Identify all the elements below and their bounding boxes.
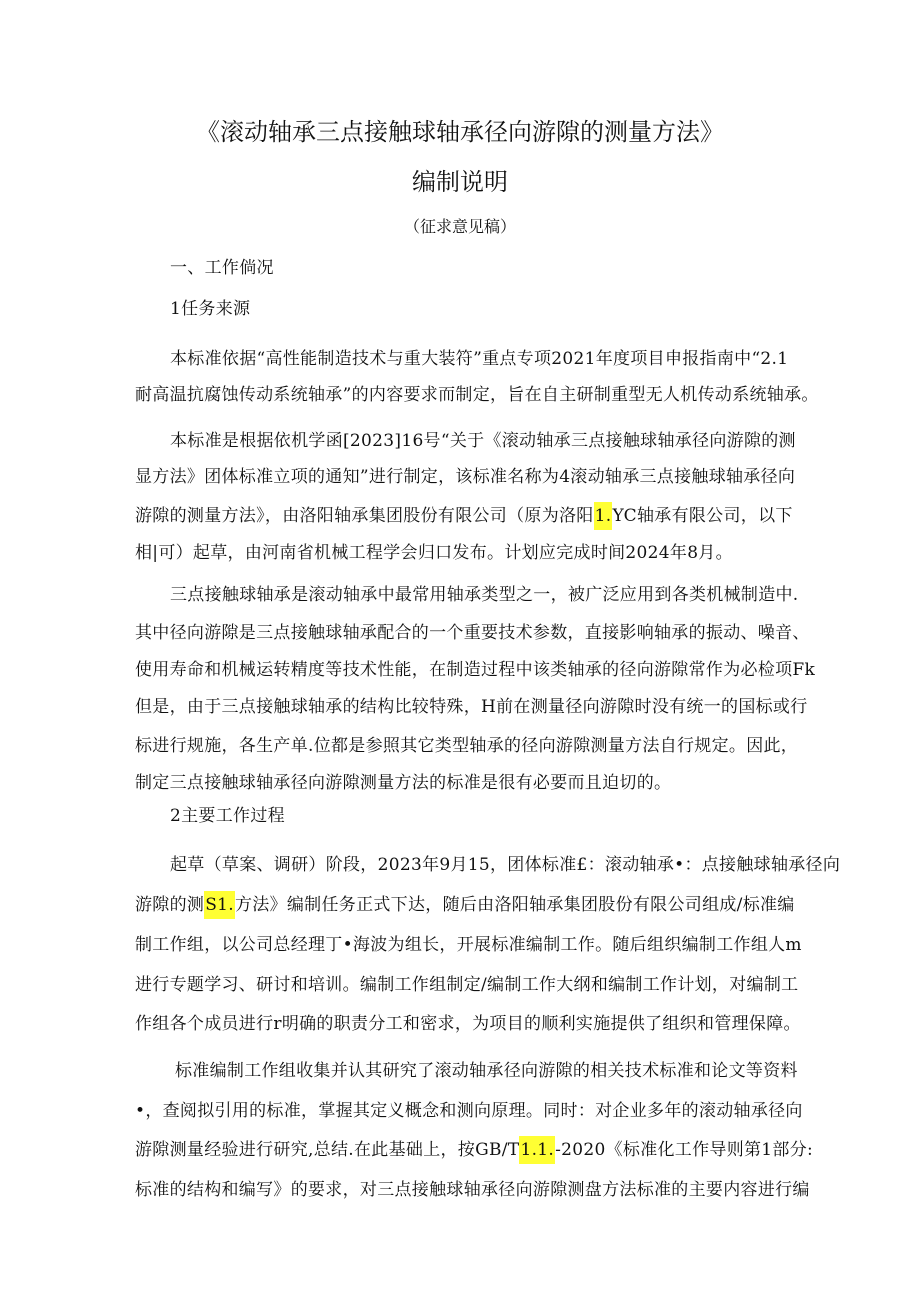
document-subtitle: 编制说明 [412,168,508,196]
paragraph-line: 但是，由于三点接触球轴承的结构比较特殊，H前在测量径向游隙时没有统一的国标或行 [135,697,808,717]
highlighted-text: S1. [204,891,235,919]
paragraph-line: 标准的结构和编写》的要求，对三点接触球轴承径向游隙测盘方法标准的主要内容进行编 [135,1180,810,1200]
paragraph-line: 耐高温抗腐蚀传动系统轴承”的内容要求而制定，旨在自主研制重型无人机传动系统轴承。 [135,385,819,405]
paragraph-line [135,506,793,526]
paragraph-line [135,1140,813,1160]
paragraph-line: 制工作组，以公司总经理丁•海波为组长，开展标准编制工作。随后组织编制工作组人m [135,935,802,955]
paragraph-line: 使用寿命和机械运转精度等技术性能，在制造过程中该类轴承的径向游隙常作为必检项Fk [135,660,816,680]
text-run: 游隙测量经验进行研究,总结.在此基础上，按GB/T [135,1140,520,1160]
paragraph-line [135,895,795,915]
highlighted-text: 1.1. [519,1136,555,1164]
section-heading: 一、工作倘况 [170,258,274,278]
paragraph-line: 标进行规施，各生产单.位都是参照其它类型轴承的径向游隙测量方法自行规定。因此， [135,736,799,756]
subsection-heading-2: 2主要工作过程 [170,806,285,826]
text-run: -2020《标准化工作导则第1部分: [555,1140,814,1160]
paragraph-line: 显方法》团体标准立项的通知”进行制定，该标准名称为4滚动轴承三点接触球轴承径向 [135,467,796,487]
paragraph-line: 作组各个成员进行r明确的职责分工和密求，为项目的顺利实施提供了组织和管理保障。 [135,1014,801,1034]
paragraph-line: 制定三点接触球轴承径向游隙测量方法的标准是很有必要而且迫切的。 [135,773,672,793]
text-run: 游隙的测 [135,895,205,915]
paragraph-line: 三点接触球轴承是滚动轴承中最常用轴承类型之一，被广泛应用到各类机械制造中. [170,585,799,605]
subsection-heading-1: 1任务来源 [170,299,251,319]
paragraph-line: 进行专题学习、研讨和培训。编制工作组制定/编制工作大纲和编制工作计划，对编制工 [135,975,799,995]
document-status: （征求意见稿） [403,217,516,236]
paragraph-line: 相|可）起草，由河南省机械工程学会归口发布。计划应完成时间2024年8月。 [135,543,733,563]
paragraph-line: 本标准是根据依机学函[2023]16号“关于《滚动轴承三点接触球轴承径向游隙的测 [170,431,796,451]
text-run: YC轴承有限公司，以下 [612,506,793,526]
text-run: 方法》编制任务正式下达，随后由洛阳轴承集团股份有限公司组成/标准编 [234,895,795,915]
text-run: 游隙的测量方法》，由洛阳轴承集团股份有限公司（原为洛阳 [135,506,594,526]
paragraph-line: 标准编制工作组收集并认其研究了滚动轴承径向游隙的相关技术标准和论文等资料 [175,1061,798,1081]
paragraph-line: 起草（草案、调研）阶段，2023年9月15，团体标准£：滚动轴承•：点接触球轴承径向 [170,855,841,875]
document-title: 《滚动轴承三点接触球轴承径向游隙的测量方法》 [196,118,724,146]
paragraph-line: 本标准依据“高性能制造技术与重大装符”重点专项2021年度项目申报指南中“2.1 [170,349,789,369]
paragraph-line: 其中径向游隙是三点接触球轴承配合的一个重要技术参数，直接影响轴承的振动、噪音、 [135,623,810,643]
paragraph-line: •，查阅拟引用的标准，掌握其定义概念和测向原理。同时：对企业多年的滚动轴承径向 [135,1101,803,1121]
highlighted-text: 1. [594,502,613,530]
